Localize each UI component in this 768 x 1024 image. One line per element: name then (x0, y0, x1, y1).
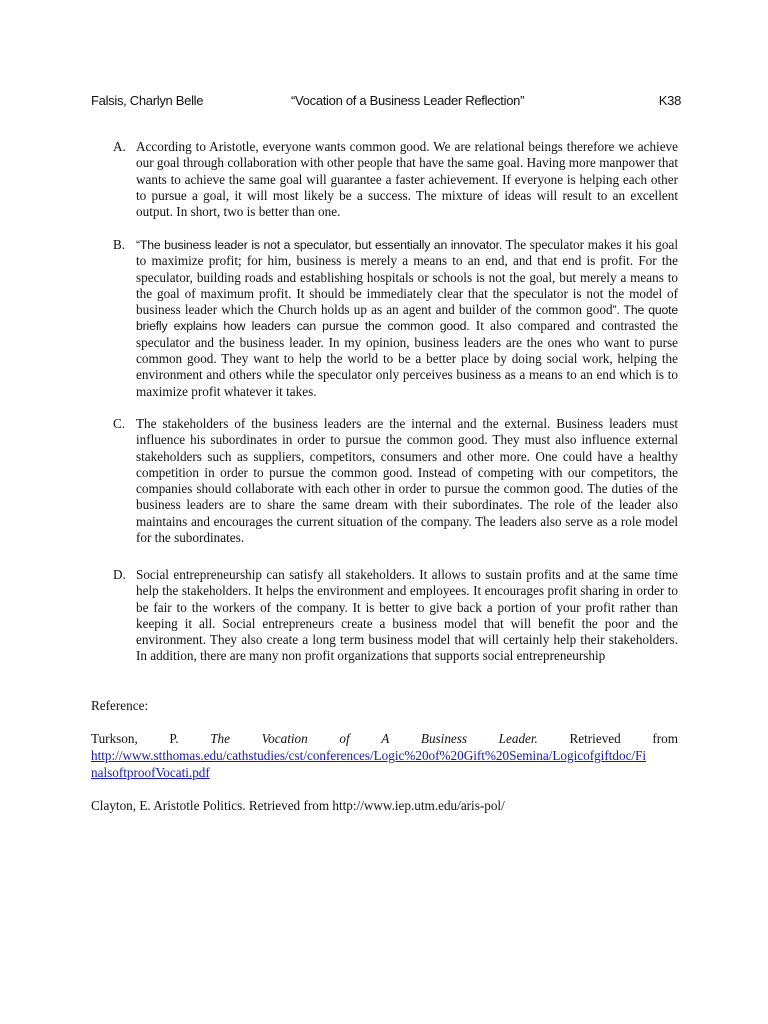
paragraph-d (113, 567, 678, 665)
quote-end: ”. The quote briefly explains how leaders can pursue the common good. (136, 303, 678, 334)
reference-heading: Reference: (91, 698, 149, 713)
document-title: “Vocation of a Business Leader Reflection” (291, 93, 525, 108)
reference-entry-1 (91, 730, 678, 781)
reference-link-line (91, 747, 678, 764)
section-code: K38 (658, 93, 681, 108)
paragraph-a (113, 139, 678, 220)
reference-link-line (91, 764, 678, 781)
paragraph-text (136, 237, 678, 400)
list-marker: D. (113, 567, 126, 582)
list-marker: C. (113, 416, 126, 431)
paragraph-c (113, 416, 678, 546)
list-marker: B. (113, 237, 126, 252)
quote-body: The speculator makes it his goal to maximize profit; for him, business is merely a means to an end, and that end is profit. For the speculator, building roads and establishing hospitals or schools is not the goal, but merely a means to the goal of maximum profit. It should be immediately clear that the speculator is not the model of business leader which the Church holds up as an agent and builder of the common good (136, 237, 678, 318)
ref-word: A (381, 731, 390, 746)
ref-word: Vocation (261, 731, 308, 746)
reference-entry-2: Clayton, E. Aristotle Politics. Retrieved from http://www.iep.utm.edu/aris-pol/ (91, 798, 505, 813)
reference-link[interactable]: http://www.stthomas.edu/cathstudies/cst/conferences/Logic%20of%20Gift%20Semina/Logicofgiftdoc/Fi (91, 748, 647, 763)
ref-word: Turkson, (91, 731, 138, 746)
list-marker: A. (113, 139, 126, 154)
paragraph-text: According to Aristotle, everyone wants common good. We are relational beings therefore we achieve our goal through collaboration with other people that have the same goal. Having more manpower that wants to achieve the same goal will guarantee a faster achievement. If everyone is helping each other to pursue a goal, it will most likely be a success. The mixture of ideas will result to an excellent output. In short, two is better than one. (136, 139, 678, 220)
reference-line (91, 730, 678, 747)
ref-word: Leader. (498, 731, 538, 746)
reference-link-continued[interactable]: nalsoftproofVocati.pdf (91, 765, 210, 780)
ref-word: Retrieved (569, 731, 621, 746)
paragraph-b (113, 237, 678, 400)
page-header (91, 93, 681, 111)
paragraph-rest: It also compared and contrasted the speculator and the business leader. In my opinion, business leaders are the ones who want to purse common good. They want to help the world to be a better place by doing social work, helping the environment and others while the speculator only perceives business as a means to an end which is to maximize profit whatever it takes. (136, 318, 678, 399)
ref-word: P. (169, 731, 179, 746)
ref-word: Business (420, 731, 468, 746)
paragraph-text: Social entrepreneurship can satisfy all stakeholders. It allows to sustain profits and at the same time help the stakeholders. It helps the environment and employees. It encourages profit sharing in order to be fair to the workers of the company. It is better to give back a portion of your profit rather than keeping it all. Social entrepreneurs create a business model that will benefit the poor and the environment. They also create a long term business model that will certainly help their stakeholders. In addition, there are many non profit organizations that supports social entrepreneurship (136, 567, 678, 664)
ref-word: The (210, 731, 230, 746)
author-name: Falsis, Charlyn Belle (91, 93, 204, 108)
ref-word: from (652, 731, 678, 746)
ref-word: of (339, 731, 350, 746)
quote-lead: “The business leader is not a speculator, but essentially an innovator. (136, 238, 503, 252)
paragraph-text: The stakeholders of the business leaders are the internal and the external. Business leaders must influence his subordinates in order to pursue the common good. They must also influence external stakeholders such as suppliers, competitors, consumers and other more. One could have a healthy competition in order to pursue the common good. Instead of competing with our competitors, the companies should collaborate with each other in order to pursue the common good. The duties of the business leaders are to share the same dream with their subordinates. The role of the leader also maintains and encourages the current situation of the company. The leaders also serve as a role model for the subordinates. (136, 416, 678, 546)
